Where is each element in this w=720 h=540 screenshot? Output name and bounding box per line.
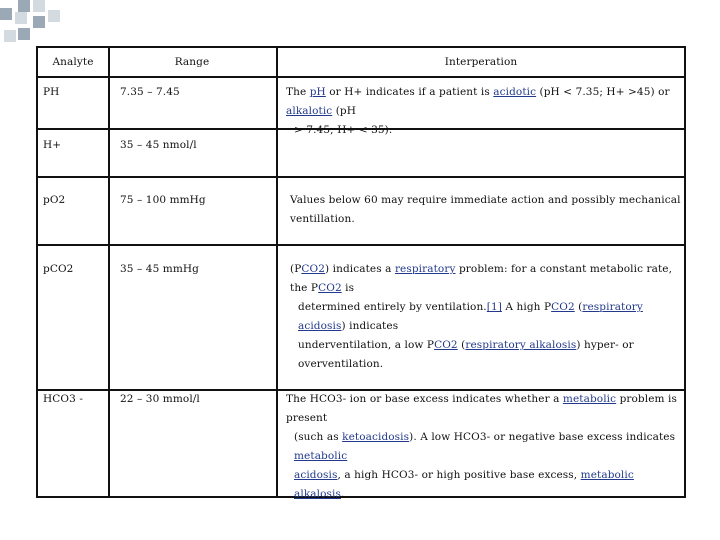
range-cell: 7.35 – 7.45 — [120, 86, 180, 98]
row-divider — [38, 176, 684, 178]
interp-text: problem is present — [286, 393, 677, 424]
range-cell: 35 – 45 mmHg — [120, 263, 199, 275]
interpretation-cell — [286, 83, 686, 140]
interp-text: > 7.45; H+ < 35). — [294, 124, 393, 136]
metabolic-link[interactable]: metabolic — [562, 393, 617, 405]
interp-text: ) hyper- or overventilation. — [298, 339, 634, 370]
co2-link[interactable]: CO2 — [301, 263, 325, 275]
header-analyte: Analyte — [52, 56, 94, 68]
analyte-cell: pCO2 — [43, 263, 74, 275]
interp-text: (P — [290, 263, 302, 275]
ketoacidosis-link[interactable]: ketoacidosis — [342, 431, 410, 443]
deco-square — [15, 12, 27, 24]
acidotic-link[interactable]: acidotic — [493, 86, 537, 98]
interp-text: ) indicates — [341, 320, 399, 332]
row-divider — [38, 76, 684, 78]
deco-square — [0, 8, 12, 20]
co2-link[interactable]: CO2 — [434, 339, 458, 351]
interp-text: problem: for a constant metabolic rate, the P — [290, 263, 673, 294]
deco-square — [18, 0, 30, 12]
row-divider — [38, 244, 684, 246]
column-divider — [276, 48, 278, 496]
range-cell: 75 – 100 mmHg — [120, 194, 206, 206]
interp-text: (pH — [332, 105, 356, 117]
citation-link[interactable]: [1] — [486, 301, 502, 313]
range-cell: 22 – 30 mmol/l — [120, 393, 200, 405]
metabolic-alkalosis-link[interactable]: metabolic alkalosis — [294, 469, 634, 500]
acidosis-link[interactable]: acidosis — [294, 469, 338, 481]
deco-square — [33, 0, 45, 12]
respiratory-link[interactable]: respiratory — [394, 263, 456, 275]
analyte-cell: PH — [43, 86, 60, 98]
interp-text: (pH < 7.35; H+ >45) or — [536, 86, 670, 98]
metabolic-link[interactable]: metabolic — [294, 450, 348, 462]
header-interpretation: Interperation — [444, 56, 518, 68]
co2-link[interactable]: CO2 — [318, 282, 342, 294]
interp-text: underventilation, a low P — [298, 339, 435, 351]
interpretation-cell — [290, 260, 686, 374]
deco-square — [18, 28, 30, 40]
interp-text: determined entirely by ventilation. — [298, 301, 487, 313]
deco-square — [33, 16, 45, 28]
deco-square — [4, 30, 16, 42]
blood-gas-table — [36, 46, 686, 498]
interp-text: ). A low HCO3- or negative base excess indicates — [409, 431, 676, 443]
co2-link[interactable]: CO2 — [551, 301, 575, 313]
alkalotic-link[interactable]: alkalotic — [286, 105, 333, 117]
interp-text: , a high HCO3- or high positive base excess, — [337, 469, 581, 481]
interp-text: The — [286, 86, 310, 98]
interp-text: is — [341, 282, 355, 294]
interp-text: or H+ indicates if a patient is — [325, 86, 494, 98]
interp-text: ( — [457, 339, 466, 351]
range-cell: 35 – 45 nmol/l — [120, 139, 197, 151]
ph-link[interactable]: pH — [309, 86, 326, 98]
deco-square — [48, 10, 60, 22]
interp-text: . — [340, 488, 345, 500]
analyte-cell: H+ — [43, 139, 62, 151]
column-divider — [108, 48, 110, 496]
interp-text: The HCO3- ion or base excess indicates whether a — [286, 393, 563, 405]
analyte-cell: HCO3 - — [43, 393, 83, 405]
analyte-cell: pO2 — [43, 194, 66, 206]
corner-decoration — [0, 0, 60, 46]
interp-text: (such as — [294, 431, 343, 443]
header-range: Range — [174, 56, 210, 68]
respiratory-alkalosis-link[interactable]: respiratory alkalosis — [465, 339, 577, 351]
interp-text: ( — [574, 301, 583, 313]
interpretation-cell — [286, 390, 686, 504]
respiratory-acidosis-link[interactable]: respiratory acidosis — [298, 301, 643, 332]
interp-text: ) indicates a — [325, 263, 395, 275]
interpretation-cell: Values below 60 may require immediate action and possibly mechanical ventillation. — [290, 194, 681, 225]
interp-text: A high P — [501, 301, 552, 313]
